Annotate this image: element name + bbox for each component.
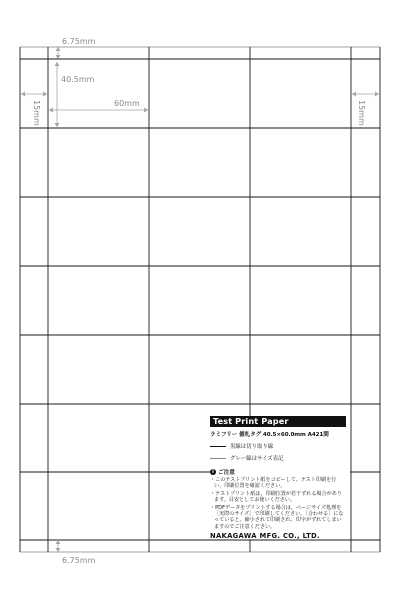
info-circle-icon: i [210,469,216,475]
gray-line-swatch [210,458,226,459]
right-margin-label: 15mm [357,100,366,126]
left-margin-arrow-icon [21,92,47,97]
note-item: ・テストプリント紙は、印刷位置が若干ずれる場合があります。目安としてお使いください。 [210,490,342,504]
legend-cut-line [210,442,346,450]
label-width-arrow-icon [49,108,148,113]
legend-size-line [210,454,346,462]
test-print-info-box [210,416,346,540]
black-line-swatch [210,446,226,447]
notes-heading [210,468,346,476]
notes-heading-text: ご注意 [218,470,235,476]
label-height-arrow-icon [55,62,60,127]
label-width-label: 60mm [114,99,140,108]
left-margin-label: 15mm [32,100,41,126]
top-margin-label: 6.75mm [62,37,96,46]
top-margin-arrow-icon [56,47,61,59]
company-name: NAKAGAWA MFG. CO., LTD. [210,532,320,541]
legend-text: 黒線は切り取り線 [230,444,274,450]
bottom-margin-arrow-icon [56,540,61,552]
bottom-margin-label: 6.75mm [62,556,96,565]
note-item: ・PDFデータをプリントする場合は、ページサイズ処理を［実際のサイズ］で印刷してください。［合わせる］になっていると、縮小されて印刷され、印字がずれてしまいますのでご注意ください。 [210,504,344,530]
info-title: Test Print Paper [210,416,346,427]
info-subtitle: ラミフリー 値札タグ 40.5×60.0mm A421間 [210,432,329,438]
label-height-label: 40.5mm [61,75,95,84]
legend-text: グレー線はサイズ表記 [230,456,284,462]
note-item: ・このテストプリント紙をコピーして、テスト印刷を行い、印刷位置を確認ください。 [210,477,337,490]
right-margin-arrow-icon [352,92,379,97]
